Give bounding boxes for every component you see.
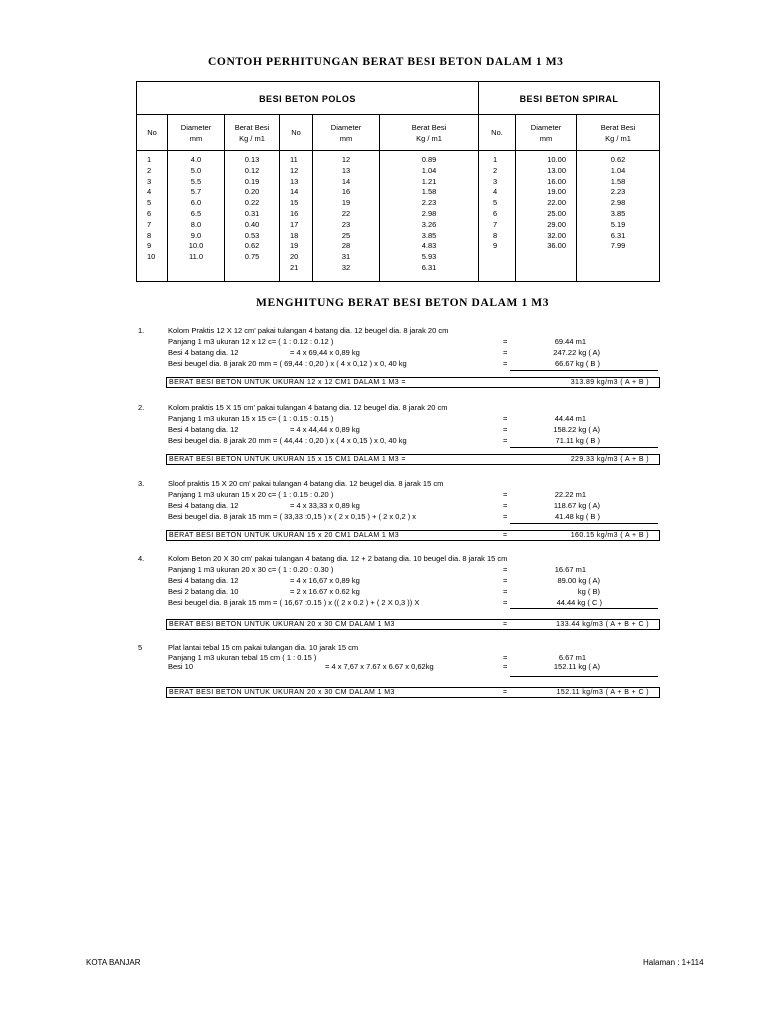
equals-sign: = <box>503 348 508 357</box>
item-number: 1. <box>138 326 145 335</box>
table-cell: 12 <box>290 165 299 175</box>
spiral-no <box>479 151 516 282</box>
item-value: 152.11 kg ( A) <box>553 662 600 671</box>
item-line: Besi 2 batang dia. 10 <box>168 587 239 596</box>
table-cell: 1.58 <box>421 187 437 197</box>
col-no3 <box>479 115 516 151</box>
polos-b-no <box>280 151 313 282</box>
polos-b-berat <box>380 151 479 282</box>
item-line: = 4 x 69,44 x 0,89 kg <box>290 348 360 357</box>
table-cell: 17 <box>290 219 299 229</box>
spiral-header: BESI BETON SPIRAL <box>519 94 619 104</box>
col-unit: mm <box>339 133 353 143</box>
table-cell: 23 <box>341 219 351 229</box>
item-value: 69.44 m1 <box>554 337 586 346</box>
table-cell: 0.62 <box>244 241 260 251</box>
spiral-berat <box>577 151 660 282</box>
table-cell: 1.04 <box>421 165 437 175</box>
item-number: 3. <box>138 479 145 488</box>
sum-line <box>510 447 658 448</box>
table-cell: 16 <box>290 208 299 218</box>
equals-sign: = <box>503 414 508 423</box>
table-cell: 19 <box>290 241 299 251</box>
table-cell: 7 <box>147 219 152 229</box>
table-cell: 31 <box>341 252 351 262</box>
equals-sign: = <box>503 598 508 607</box>
item-line: Besi 4 batang dia. 12 <box>168 501 239 510</box>
item-line: Besi 4 batang dia. 12 <box>168 348 239 357</box>
table-cell: 4 <box>147 187 152 197</box>
table-cell: 18 <box>290 230 299 240</box>
col-diam <box>168 115 225 151</box>
total-label: BERAT BESI BETON UNTUK UKURAN 20 x 30 CM DALAM 1 M3 <box>169 621 395 628</box>
table-cell: 5 <box>147 198 152 208</box>
table-cell: 5.93 <box>421 252 437 262</box>
polos-header: BESI BETON POLOS <box>259 94 356 104</box>
sum-line <box>510 676 658 677</box>
total-label: BERAT BESI BETON UNTUK UKURAN 15 x 20 CM1 DALAM 1 M3 <box>169 532 400 539</box>
col-diam3 <box>516 115 577 151</box>
table-cell: 22.00 <box>547 198 566 208</box>
table-cell: 5.7 <box>190 187 202 197</box>
col-label: No. <box>491 128 503 137</box>
table-cell: 6.31 <box>610 230 626 240</box>
item-line: = 4 x 7,67 x 7.67 x 6.67 x 0,62kg <box>325 662 434 671</box>
equals-sign: = <box>503 337 508 346</box>
table-cell: 2.23 <box>610 187 626 197</box>
item-line: Panjang 1 m3 ukuran 12 x 12 c= ( 1 : 0.12 : 0.12 ) <box>168 337 334 346</box>
equals-sign: = <box>503 587 508 596</box>
table-cell: 25 <box>341 230 351 240</box>
table-cell: 20 <box>290 252 299 262</box>
table-cell: 6 <box>493 208 498 218</box>
table-cell: 2.98 <box>421 208 437 218</box>
table-cell: 0.19 <box>244 176 260 186</box>
spiral-diam <box>516 151 577 282</box>
equals-sign: = <box>503 425 508 434</box>
total-box <box>166 454 660 465</box>
table-cell: 9 <box>147 241 152 251</box>
table-cell: 4.83 <box>421 241 437 251</box>
table-cell: 13 <box>290 176 299 186</box>
item-number: 5 <box>138 643 143 652</box>
total-box <box>166 619 660 630</box>
item-line: Besi beugel dia. 8 jarak 15 mm = ( 33,33 :0,15 ) x ( 2 x 0,15 ) + ( 2 x 0,2 ) x <box>168 512 417 521</box>
item-line: Besi 4 batang dia. 12 <box>168 576 239 585</box>
item-number: 2. <box>138 403 145 412</box>
polos-a-no <box>137 151 168 282</box>
total-value: 152.11 kg/m3 ( A + B + C ) <box>556 689 649 696</box>
equals-sign: = <box>503 512 508 521</box>
table-cell: 3 <box>147 176 152 186</box>
table-cell: 21 <box>290 262 299 272</box>
polos-b-diam <box>313 151 380 282</box>
item-value: 44.44 kg ( C ) <box>556 598 602 607</box>
item-line: Panjang 1 m3 ukuran tebal 15 cm ( 1 : 0.15 ) <box>168 653 317 662</box>
table-cell: 28 <box>341 241 351 251</box>
table-cell: 13 <box>341 165 351 175</box>
polos-a-berat <box>225 151 280 282</box>
item-value: kg ( B) <box>577 587 600 596</box>
table-cell: 3.85 <box>610 208 626 218</box>
table-cell: 6.31 <box>421 262 437 272</box>
col-label: Berat Besi <box>600 122 636 132</box>
table-cell: 16 <box>341 187 351 197</box>
table-cell: 10 <box>147 252 156 262</box>
table-cell: 3.26 <box>421 219 437 229</box>
table-cell: 5.19 <box>610 219 626 229</box>
equals-sign: = <box>503 653 508 662</box>
item-value: 118.67 kg ( A) <box>553 501 600 510</box>
table-cell: 32.00 <box>547 230 566 240</box>
equals-sign: = <box>503 621 508 628</box>
table-cell: 16.00 <box>547 176 566 186</box>
table-cell: 4 <box>493 187 498 197</box>
total-value: 160.15 kg/m3 ( A + B ) <box>570 532 649 539</box>
equals-sign: = <box>503 565 508 574</box>
table-cell: 14 <box>290 187 299 197</box>
col-berat2 <box>380 115 479 151</box>
table-cell: 19.00 <box>547 187 566 197</box>
table-cell: 1 <box>147 155 152 164</box>
table-cell: 11.0 <box>188 252 204 262</box>
table-cell: 7.99 <box>610 241 626 251</box>
item-value: 66.67 kg ( B ) <box>554 359 600 368</box>
table-cell: 12 <box>341 155 351 164</box>
table-cell: 3 <box>493 176 498 186</box>
table-cell: 19 <box>341 198 351 208</box>
table-cell: 6.5 <box>190 208 202 218</box>
col-berat3 <box>577 115 660 151</box>
rebar-weight-table <box>136 81 660 282</box>
total-label: BERAT BESI BETON UNTUK UKURAN 12 x 12 CM1 DALAM 1 M3 = <box>169 379 406 386</box>
table-cell: 0.53 <box>244 230 260 240</box>
item-value: 89.00 kg ( A) <box>557 576 600 585</box>
total-value: 133.44 kg/m3 ( A + B + C ) <box>556 621 649 628</box>
col-label: Berat Besi <box>411 122 447 132</box>
table-cell: 11 <box>290 155 298 164</box>
table-cell: 2.98 <box>610 198 626 208</box>
col-unit: mm <box>539 133 553 143</box>
col-label: No <box>147 128 157 137</box>
col-no2 <box>280 115 313 151</box>
sum-line <box>510 523 658 524</box>
table-cell: 14 <box>341 176 351 186</box>
table-cell: 32 <box>341 262 351 272</box>
table-cell: 29.00 <box>547 219 566 229</box>
col-no <box>137 115 168 151</box>
table-cell: 1.58 <box>610 176 626 186</box>
page-title: CONTOH PERHITUNGAN BERAT BESI BETON DALAM 1 M3 <box>208 56 564 68</box>
table-cell: 3.85 <box>421 230 437 240</box>
item-heading: Kolom praktis 15 X 15 cm' pakai tulangan 4 batang dia. 12 beugel dia. 8 jarak 20 cm <box>168 403 448 412</box>
total-value: 229.33 kg/m3 ( A + B ) <box>570 456 649 463</box>
table-cell: 0.40 <box>244 219 260 229</box>
item-line: Panjang 1 m3 ukuran 20 x 30 c= ( 1 : 0.20 : 0.30 ) <box>168 565 334 574</box>
table-cell: 5.5 <box>190 176 202 186</box>
equals-sign: = <box>503 532 508 539</box>
equals-sign: = <box>503 689 508 696</box>
footer-city: KOTA BANJAR <box>86 958 141 967</box>
col-unit: mm <box>189 133 203 143</box>
item-value: 6.67 m1 <box>558 653 586 662</box>
table-cell: 0.89 <box>421 155 437 164</box>
table-cell: 5.0 <box>190 165 202 175</box>
item-value: 16.67 m1 <box>554 565 586 574</box>
item-number: 4. <box>138 554 145 563</box>
polos-a-diam <box>168 151 225 282</box>
table-cell: 0.13 <box>244 155 260 164</box>
item-value: 41.48 kg ( B ) <box>554 512 600 521</box>
table-cell: 5 <box>493 198 498 208</box>
section-title: MENGHITUNG BERAT BESI BETON DALAM 1 M3 <box>256 297 550 309</box>
item-heading: Kolom Beton 20 X 30 cm' pakai tulangan 4 batang dia. 12 + 2 batang dia. 10 beugel dia. 8 jarak 15 cm <box>168 554 508 563</box>
item-line: Besi beugel dia. 8 jarak 15 mm = ( 16,67 :0.15 ) x (( 2 x 0.2 ) + ( 2 X 0,3 )) X <box>168 598 420 607</box>
col-label: No <box>291 128 301 137</box>
item-value: 44.44 m1 <box>554 414 586 423</box>
item-line: Besi 4 batang dia. 12 <box>168 425 239 434</box>
equals-sign: = <box>503 662 508 671</box>
item-value: 71.11 kg ( B ) <box>555 436 600 445</box>
table-cell: 10.00 <box>547 155 566 164</box>
table-cell: 1.04 <box>610 165 626 175</box>
table-cell: 0.75 <box>244 252 260 262</box>
table-cell: 6.0 <box>190 198 202 208</box>
table-cell: 2.23 <box>421 198 437 208</box>
table-cell: 2 <box>493 165 498 175</box>
table-cell: 9.0 <box>190 230 202 240</box>
item-line: = 4 x 44,44 x 0,89 kg <box>290 425 360 434</box>
item-value: 158.22 kg ( A) <box>553 425 600 434</box>
table-cell: 4.0 <box>190 155 202 164</box>
sum-line <box>510 608 658 609</box>
equals-sign: = <box>503 436 508 445</box>
total-value: 313.89 kg/m3 ( A + B ) <box>570 379 649 386</box>
equals-sign: = <box>503 501 508 510</box>
table-cell: 8 <box>493 230 498 240</box>
total-label: BERAT BESI BETON UNTUK UKURAN 20 x 30 CM DALAM 1 M3 <box>169 689 395 696</box>
table-cell: 15 <box>290 198 299 208</box>
total-label: BERAT BESI BETON UNTUK UKURAN 15 x 15 CM1 DALAM 1 M3 = <box>169 456 406 463</box>
footer-page-number: Halaman : 1+114 <box>643 958 704 967</box>
col-unit: Kg / m1 <box>239 133 265 143</box>
table-cell: 0.31 <box>244 208 260 218</box>
equals-sign: = <box>503 359 508 368</box>
item-heading: Kolom Praktis 12 X 12 cm' pakai tulangan 4 batang dia. 12 beugel dia. 8 jarak 20 cm <box>168 326 449 335</box>
table-cell: 6 <box>147 208 152 218</box>
table-cell: 0.12 <box>244 165 260 175</box>
table-cell: 36.00 <box>547 241 566 251</box>
table-cell: 0.20 <box>244 187 260 197</box>
col-berat <box>225 115 280 151</box>
table-cell: 22 <box>341 208 351 218</box>
col-label: Diameter <box>330 122 362 132</box>
table-cell: 1 <box>493 155 498 164</box>
table-cell: 10.0 <box>188 241 204 251</box>
total-box <box>166 687 660 698</box>
item-line: = 4 x 33,33 x 0,89 kg <box>290 501 360 510</box>
item-line: Panjang 1 m3 ukuran 15 x 20 c= ( 1 : 0.15 : 0.20 ) <box>168 490 334 499</box>
table-cell: 2 <box>147 165 152 175</box>
col-unit: Kg / m1 <box>605 133 631 143</box>
sum-line <box>510 370 658 371</box>
table-cell: 7 <box>493 219 498 229</box>
item-line: Panjang 1 m3 ukuran 15 x 15 c= ( 1 : 0.15 : 0.15 ) <box>168 414 334 423</box>
item-line: = 2 x 16.67 x 0.62 kg <box>290 587 360 596</box>
item-value: 22.22 m1 <box>554 490 586 499</box>
col-diam2 <box>313 115 380 151</box>
table-cell: 9 <box>493 241 498 251</box>
col-label: Diameter <box>530 122 562 132</box>
equals-sign: = <box>503 576 508 585</box>
polos-header-cell <box>137 82 479 115</box>
equals-sign: = <box>503 490 508 499</box>
item-line: = 4 x 16,67 x 0,89 kg <box>290 576 360 585</box>
item-line: Besi beugel dia. 8 jarak 20 mm = ( 44,44 : 0,20 ) x ( 4 x 0,15 ) x 0, 40 kg <box>168 436 407 445</box>
table-cell: 25.00 <box>547 208 566 218</box>
item-line: Besi beugel dia. 8 jarak 20 mm = ( 69,44 : 0,20 ) x ( 4 x 0,12 ) x 0, 40 kg <box>168 359 407 368</box>
col-label: Berat Besi <box>234 122 270 132</box>
table-cell: 0.22 <box>244 198 260 208</box>
col-label: Diameter <box>180 122 212 132</box>
item-value: 247.22 kg ( A) <box>553 348 600 357</box>
table-cell: 0.62 <box>610 155 626 164</box>
total-box <box>166 377 660 388</box>
table-cell: 13.00 <box>547 165 566 175</box>
table-cell: 1.21 <box>421 176 437 186</box>
spiral-header-cell <box>479 82 660 115</box>
item-heading: Plat lantai tebal 15 cm pakai tulangan dia. 10 jarak 15 cm <box>168 643 359 652</box>
col-unit: Kg / m1 <box>416 133 442 143</box>
table-cell: 8.0 <box>190 219 202 229</box>
item-line: Besi 10 <box>168 662 194 671</box>
item-heading: Sloof praktis 15 X 20 cm' pakai tulangan 4 batang dia. 12 beugel dia. 8 jarak 15 cm <box>168 479 444 488</box>
total-box <box>166 530 660 541</box>
table-cell: 8 <box>147 230 152 240</box>
